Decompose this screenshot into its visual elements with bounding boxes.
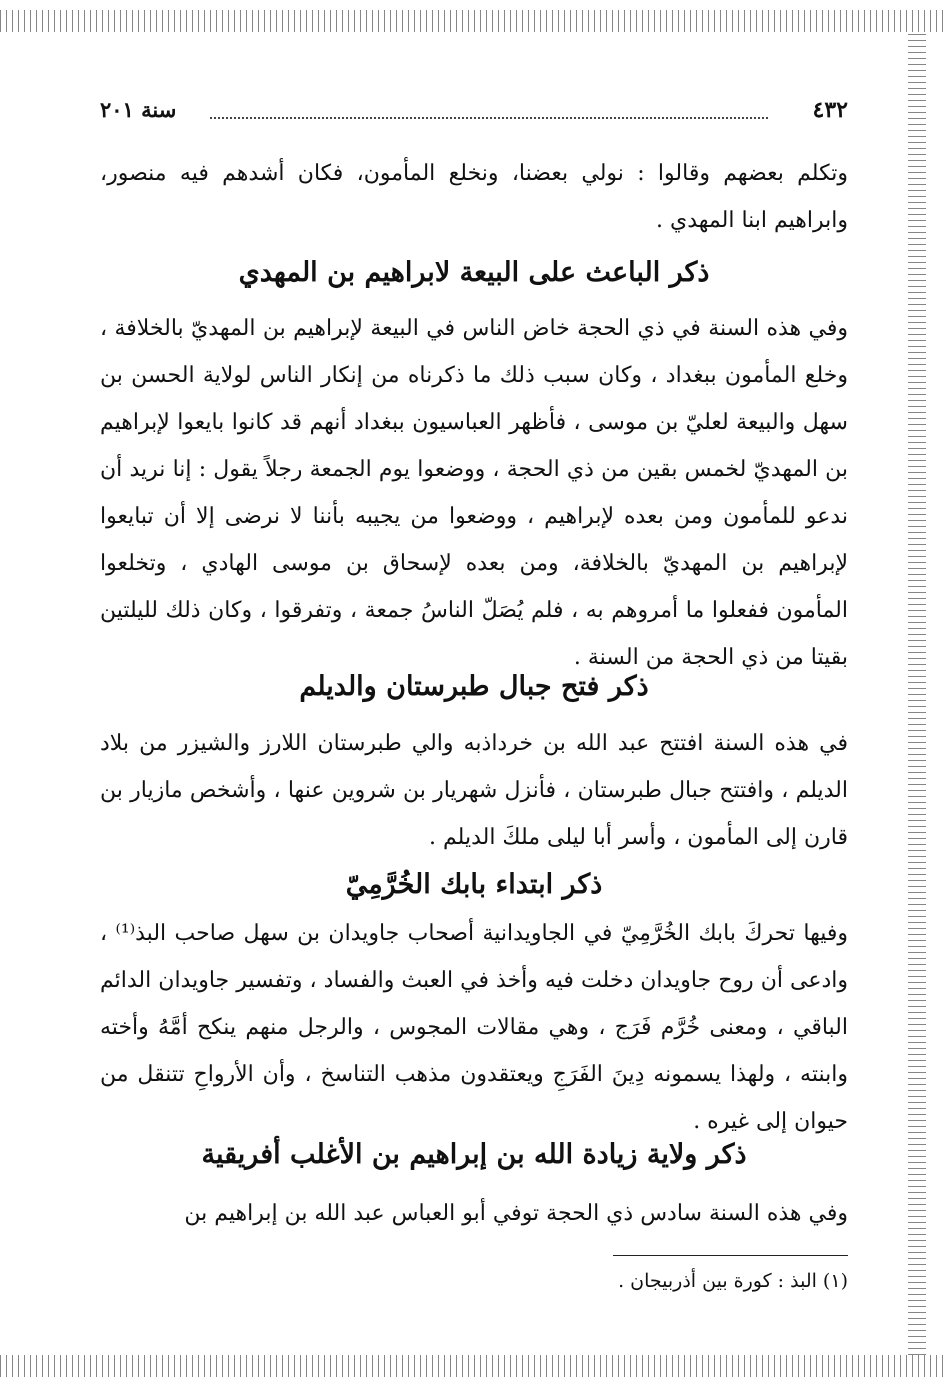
section-paragraph: وفي هذه السنة سادس ذي الحجة توفي أبو العباس عبد الله بن إبراهيم بن [184, 1201, 848, 1226]
opening-paragraph: وتكلم بعضهم وقالوا : نولي بعضنا، ونخلع المأمون، فكان أشدهم فيه منصور، وابراهيم ابنا المهدي . [100, 161, 848, 233]
page-number: ٤٣٢ [812, 97, 848, 123]
section-paragraph: في هذه السنة افتتح عبد الله بن خرداذبه والي طبرستان اللارز والشيزر من بلاد الديلم ، وافتتح جبال طبرستان ، فأنزل شهريار بن شروين عنها ، وأشخص مازيار بن قارن إلى المأمون ، وأسر أبا ليلى ملكَ الديلم . [100, 731, 848, 850]
section-heading: ذكر ولاية زيادة الله بن إبراهيم بن الأغلب أفريقية [201, 1139, 747, 1170]
decorative-border-right [908, 30, 926, 1355]
section-heading: ذكر الباعث على البيعة لابراهيم بن المهدي [238, 257, 710, 288]
footnote-rule [613, 1255, 848, 1256]
section-paragraph: وفي هذه السنة في ذي الحجة خاض الناس في البيعة لإبراهيم بن المهديّ بالخلافة ، وخلع المأمون ببغداد ، وكان سبب ذلك ما ذكرناه من إنكار الناس لولاية الحسن بن سهل والبيعة لعليّ بن موسى ، فأظهر العباسيون ببغداد أنهم قد كانوا بايعوا لإبراهيم بن المهديّ لخمس بقين من ذي الحجة ، ووضعوا يوم الجمعة رجلاً يقول : إنا نريد أن ندعو للمأمون ومن بعده لإبراهيم ، ووضعوا من يجيبه بأننا لا نرضى إلا أن تبايعوا لإبراهيم بن المهديّ بالخلافة، ومن بعده لإسحاق بن موسى الهادي ، وتخلعوا المأمون ففعلوا ما أمروهم به ، فلم يُصَلّ الناسُ جمعة ، وتفرقوا ، وكان ذلك لليلتين بقيتا من ذي الحجة من السنة . [100, 316, 848, 670]
page-header [100, 95, 848, 125]
running-title: سنة ٢٠١ [100, 97, 177, 122]
decorative-border-bottom [0, 1355, 946, 1377]
decorative-border-top [0, 10, 946, 32]
section-heading: ذكر فتح جبال طبرستان والديلم [299, 671, 649, 702]
section-heading: ذكر ابتداء بابك الخُرَّمِيّ [345, 869, 603, 900]
header-dotted-rule [210, 117, 768, 119]
section-paragraph: وفيها تحركَ بابك الخُرَّمِيّ في الجاويدانية أصحاب جاويدان بن سهل صاحب البذ⁽¹⁾ ، وادعى أن روح جاويدان دخلت فيه وأخذ في العبث والفساد ، وتفسير جاويدان الدائم الباقي ، ومعنى خُرَّم فَرَج ، وهي مقالات المجوس ، والرجل منهم ينكح أمَّهُ وأخته وابنته ، ولهذا يسمونه دِينَ الفَرَجِ ويعتقدون مذهب التناسخ ، وأن الأرواحِ تتنقل من حيوان إلى غيره . [100, 921, 848, 1134]
footnote: (١) البذ : كورة بين أذربيجان . [618, 1270, 848, 1292]
